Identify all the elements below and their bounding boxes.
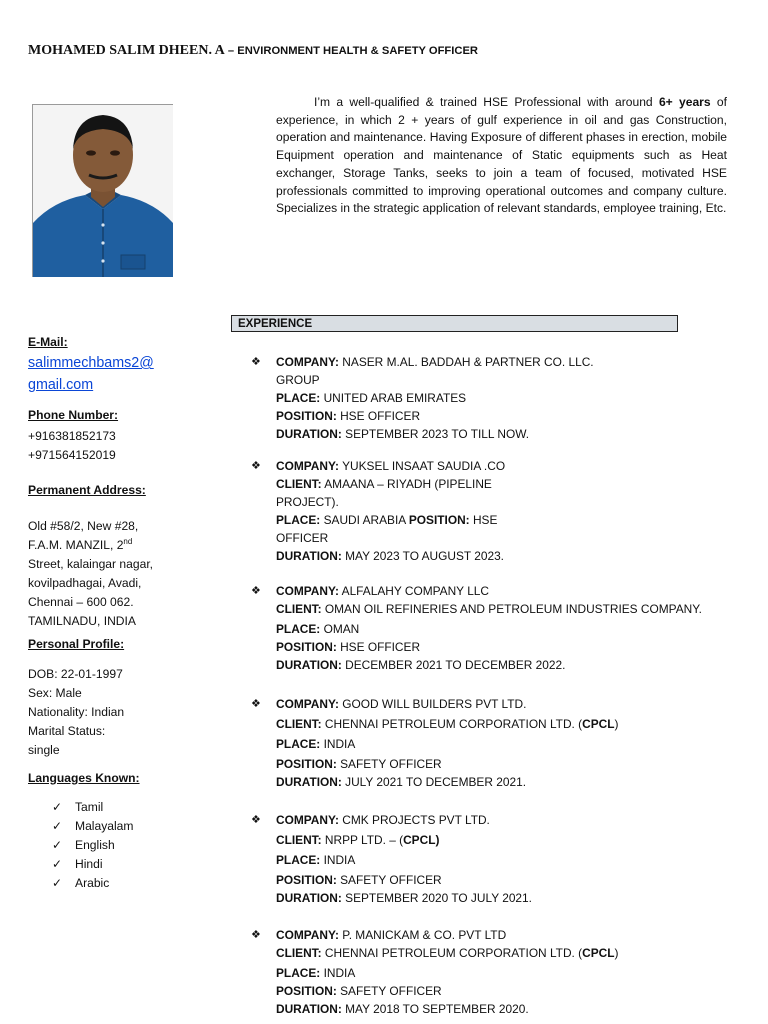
checkmark-icon: ✓: [52, 819, 63, 833]
duration-row: DURATION: SEPTEMBER 2020 TO JULY 2021.: [276, 891, 532, 905]
language-name: Hindi: [75, 857, 103, 871]
sex: Sex: Male: [28, 686, 82, 700]
client-row: CLIENT: OMAN OIL REFINERIES AND PETROLEUM INDUSTRIES COMPANY.: [276, 602, 702, 616]
client-row: CLIENT: AMAANA – RIYADH (PIPELINE: [276, 477, 492, 491]
company-row: ❖ COMPANY: ALFALAHY COMPANY LLC: [251, 584, 490, 598]
summary-text-2: of experience, in which 2 + years of gulf experience in oil and gas Construction, operation and maintenance. Having Exposure of different phases in erection, mobile Equipment operation and maintenance of Static equipments such as Heat exchanger, Storage Tanks, seeks to join a team of focused, motivated HSE professionals committed to improving operational outcomes and company culture. Specializes in the strategic application of relevant standards, employee training, Etc.: [276, 95, 727, 216]
address-line: kovilpadhagai, Avadi,: [28, 576, 142, 590]
client-row: CLIENT: CHENNAI PETROLEUM CORPORATION LTD. (CPCL): [276, 946, 619, 960]
email-link[interactable]: [28, 352, 154, 396]
languages-label: Languages Known:: [28, 771, 140, 785]
address-line: Chennai – 600 062.: [28, 595, 134, 609]
experience-entry: [251, 353, 731, 443]
client-continued: PROJECT).: [276, 495, 339, 509]
profile-photo: [32, 104, 173, 277]
dob: DOB: 22-01-1997: [28, 667, 123, 681]
resume-header: [28, 41, 478, 59]
diamond-bullet-icon: ❖: [251, 585, 261, 597]
diamond-bullet-icon: ❖: [251, 929, 261, 941]
experience-entry: [251, 811, 731, 907]
duration-row: DURATION: SEPTEMBER 2023 TO TILL NOW.: [276, 427, 530, 441]
candidate-title: ENVIRONMENT HEALTH & SAFETY OFFICER: [237, 45, 478, 57]
phone-number: +971564152019: [28, 448, 116, 462]
nationality: Nationality: Indian: [28, 705, 125, 719]
professional-summary: [276, 94, 727, 218]
marital-status-value: single: [28, 743, 60, 757]
diamond-bullet-icon: ❖: [251, 698, 261, 710]
summary-text-1: I’m a well-qualified & trained HSE Professional with around: [314, 95, 659, 109]
languages-list: [52, 798, 133, 893]
marital-status-label: Marital Status:: [28, 724, 106, 738]
position-row: POSITION: HSE OFFICER: [276, 409, 421, 423]
email-line-1[interactable]: salimmechbams2@: [28, 355, 154, 371]
place-row: PLACE: UNITED ARAB EMIRATES: [276, 391, 467, 405]
address-line: Old #58/2, New #28,: [28, 519, 139, 533]
header-separator: –: [224, 45, 238, 57]
list-item: [52, 817, 133, 836]
company-name: GOOD WILL BUILDERS PVT LTD.: [342, 697, 527, 711]
company-name: CMK PROJECTS PVT LTD.: [342, 813, 490, 827]
place-row: PLACE: INDIA: [276, 853, 356, 867]
experience-entry: [251, 457, 731, 565]
company-row: ❖ COMPANY: YUKSEL INSAAT SAUDIA .CO: [251, 459, 506, 473]
position-continued: OFFICER: [276, 531, 329, 545]
duration-row: DURATION: MAY 2023 TO AUGUST 2023.: [276, 549, 504, 563]
list-item: [52, 855, 133, 874]
checkmark-icon: ✓: [52, 857, 63, 871]
duration-row: DURATION: DECEMBER 2021 TO DECEMBER 2022.: [276, 658, 566, 672]
address-line-with-sup: F.A.M. MANZIL, 2nd: [28, 537, 133, 552]
experience-entry: [251, 582, 731, 674]
list-item: [52, 836, 133, 855]
experience-section-heading: EXPERIENCE: [231, 315, 678, 332]
place-row: PLACE: OMAN: [276, 622, 360, 636]
address-block: [28, 517, 153, 631]
language-name: Tamil: [75, 800, 104, 814]
checkmark-icon: ✓: [52, 838, 63, 852]
email-label: E-Mail:: [28, 335, 68, 349]
language-name: Malayalam: [75, 819, 134, 833]
company-name: NASER M.AL. BADDAH & PARTNER CO. LLC.: [342, 355, 594, 369]
checkmark-icon: ✓: [52, 800, 63, 814]
company-name: ALFALAHY COMPANY LLC: [341, 584, 490, 598]
place-row: PLACE: INDIA: [276, 737, 356, 751]
position-row: POSITION: SAFETY OFFICER: [276, 984, 442, 998]
company-name-continued: GROUP: [276, 373, 320, 387]
phone-label: Phone Number:: [28, 408, 119, 422]
address-label: Permanent Address:: [28, 483, 146, 497]
experience-entry: [251, 926, 731, 1018]
diamond-bullet-icon: ❖: [251, 356, 261, 368]
client-row: CLIENT: NRPP LTD. – (CPCL): [276, 833, 440, 847]
personal-profile: [28, 665, 124, 760]
place-position-row: PLACE: SAUDI ARABIA POSITION: HSE: [276, 513, 498, 527]
position-row: POSITION: SAFETY OFFICER: [276, 873, 442, 887]
language-name: English: [75, 838, 115, 852]
company-name: P. MANICKAM & CO. PVT LTD: [342, 928, 507, 942]
company-name: YUKSEL INSAAT SAUDIA .CO: [342, 459, 506, 473]
company-row: ❖ COMPANY: NASER M.AL. BADDAH & PARTNER CO. LLC.: [251, 355, 594, 369]
position-row: POSITION: HSE OFFICER: [276, 640, 421, 654]
experience-entry: [251, 695, 731, 791]
candidate-name: MOHAMED SALIM DHEEN. A: [28, 43, 225, 58]
duration-row: DURATION: JULY 2021 TO DECEMBER 2021.: [276, 775, 527, 789]
list-item: [52, 874, 133, 893]
checkmark-icon: ✓: [52, 876, 63, 890]
diamond-bullet-icon: ❖: [251, 814, 261, 826]
address-line: Street, kalaingar nagar,: [28, 557, 154, 571]
company-row: ❖ COMPANY: CMK PROJECTS PVT LTD.: [251, 813, 490, 827]
diamond-bullet-icon: ❖: [251, 460, 261, 472]
summary-experience-years: 6+ years: [658, 95, 711, 109]
company-row: ❖ COMPANY: P. MANICKAM & CO. PVT LTD: [251, 928, 507, 942]
phone-numbers: [28, 427, 116, 465]
position-row: POSITION: SAFETY OFFICER: [276, 757, 442, 771]
language-name: Arabic: [75, 876, 110, 890]
email-line-2[interactable]: gmail.com: [28, 377, 94, 393]
personal-profile-label: Personal Profile:: [28, 637, 125, 651]
client-row: CLIENT: CHENNAI PETROLEUM CORPORATION LTD. (CPCL): [276, 717, 619, 731]
phone-number: +916381852173: [28, 429, 116, 443]
address-line: TAMILNADU, INDIA: [28, 614, 136, 628]
list-item: [52, 798, 133, 817]
duration-row: DURATION: MAY 2018 TO SEPTEMBER 2020.: [276, 1002, 529, 1016]
company-row: ❖ COMPANY: GOOD WILL BUILDERS PVT LTD.: [251, 697, 527, 711]
place-row: PLACE: INDIA: [276, 966, 356, 980]
